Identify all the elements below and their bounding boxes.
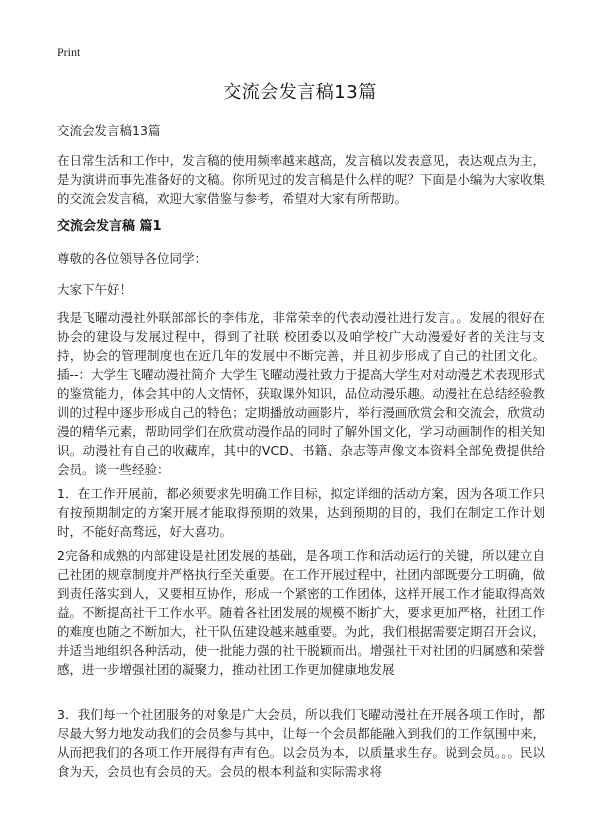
body-paragraph: 我是飞曜动漫社外联部部长的李伟龙，非常荣幸的代表动漫社进行发言。。发展的很好在协会的建设与发展过程中，得到了社联 校团委以及咱学校广大动漫爱好者的关注与支持，协会的管理制度也在近几年的发展中不断完善，并且初步形成了自己的社团文化。插--：大学生飞曜动漫社简介 大学生飞曜动漫社致力于提高大学生对对动漫艺术表现形式的鉴赏能力，体会其中的人文情怀，获取课外知识，品位动漫乐趣。动漫社在总结经验教训的过程中逐步形成自己的特色；定期播放动画影片，举行漫画欣赏会和交流会，欣赏动漫的精华元素，帮助同学们在欣赏动漫作品的同时了解外国文化，学习动画制作的相关知识。动漫社有自己的收藏库，其中的VCD、书籍、杂志等声像文本资料全部免费提供给会员。谈一些经验： (57, 310, 545, 477)
print-label[interactable]: Print (57, 45, 81, 59)
greeting-line: 尊敬的各位领导各位同学： (57, 251, 208, 266)
section-heading: 交流会发言稿 篇1 (57, 219, 162, 234)
page-title: 交流会发言稿13篇 (223, 82, 377, 103)
hello-line: 大家下午好！ (57, 282, 133, 297)
intro-paragraph: 在日常生活和工作中，发言稿的使用频率越来越高，发言稿以发表意见，表达观点为主，是为演讲而事先准备好的文稿。你所见过的发言稿是什么样的呢？下面是小编为大家收集的交流会发言稿，欢迎大家借鉴与参考，希望对大家有所帮助。 (57, 153, 545, 206)
document-subtitle: 交流会发言稿13篇 (57, 123, 161, 138)
body-paragraph: 1．在工作开展前，都必须要求先明确工作目标，拟定详细的活动方案，因为各项工作只有按预期制定的方案开展才能取得预期的效果，达到预期的目的，我们在制定工作计划时，不能好高骛远，好大喜功。 (57, 486, 545, 539)
body-paragraph: 2完备和成熟的内部建设是社团发展的基础，是各项工作和活动运行的关键，所以建立自己社团的规章制度并严格执行至关重要。在工作开展过程中，社团内部既要分工明确，做到责任落实到人，又要相互协作，形成一个紧密的工作团体，这样开展工作才能取得高效益。不断提高社干工作水平。随着各社团发展的规模不断扩大，要求更加严格，社团工作的难度也随之不断加大，社干队伍建设越来越重要。为此，我们根据需要定期召开会议，并适当地组织各种活动，使一批能力强的社干脱颖而出。增强社干对社团的归属感和荣誉感，进一步增强社团的凝聚力，推动社团工作更加健康地发展 (57, 548, 545, 677)
body-paragraph: 3．我们每一个社团服务的对象是广大会员，所以我们飞曜动漫社在开展各项工作时，都尽最大努力地发动我们的会员参与其中，让每一个会员都能融入到我们的工作氛围中来，从而把我们的各项工作开展得有声有色。以会员为本，以质量求生存。说到会员。。。民以食为天，会员也有会员的天。会员的根本利益和实际需求将 (57, 707, 545, 779)
